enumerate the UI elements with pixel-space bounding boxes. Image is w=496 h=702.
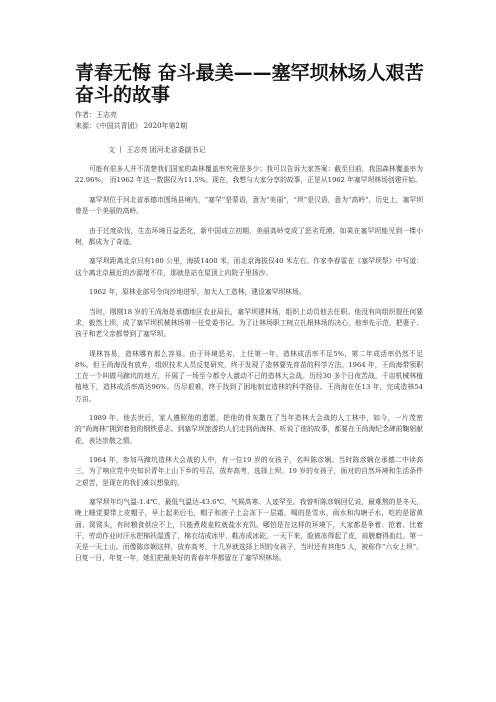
article-source: 来源：《中国共青团》 2020年第2期 [75, 122, 187, 130]
body-paragraph: 当时，刚刚18 岁的王尚海是承德地区农业局长，塞罕坝建林场，组织上动员他去任职。他没有向组织提任何要求，毅然上坝，成了塞罕坝机械林场第一任党委书记。为了让林场职工树立扎根林场的决心，他率先示范，把妻子、孩子和老父亲都带到了塞罕坝。 [75, 307, 423, 339]
article-byline: 文 丨 王志亮 团河北省委副书记 [108, 146, 206, 154]
body-paragraph: 1964 年，参加马蹄坑造林大会战的人中，有一位19 岁的女孩子，名叫陈彦娴。当时陈彦娴在承德二中读高三，为了响应党中央知识青年上山下乡的号召，放弃高考，选择上坝。19 岁的女孩子，面对的自然环境和生活条件之艰苦，是现在的我们难以想象的。 [75, 456, 423, 487]
body-paragraph: 现林容易，造林哪有那么容易。由于环境恶劣，上任第一年，造林成活率不足5%，第二年成活率仍然不足8%。但王尚海没有放弃，组织技术人员反复研究，终于发现了造林要先育苗的科学方法。1964 年，王尚海带领职工在一个叫做马蹄坑的地方，开展了一场至今都令人激动不已的造林大会战。历经30 多个日夜苦战，千亩机械林植植地下，造林成活率高达96%。历尽艰难，终于找到了困地制宜造林的科学路径。王尚海在任13 年，完成造林54 万亩。 [75, 349, 423, 403]
body-paragraph: 1989 年，他去世后，家人遵照他的遗愿，把他的骨灰撒在了当年造林大会战的人工林中，如今，一片茂密的“尚海林”拥到着他的钢铁意志。到塞罕坝旅游的人们走到尚海林，听说了他的故事，都要在王尚海纪念碑前鞠躬献花，表达崇敬之情。 [75, 414, 423, 445]
article-author: 作者：王志亮 [75, 111, 117, 119]
body-paragraph: 塞罕坝年均气温-1.4℃，最低气温达-43.6℃，气候高寒、人迹罕至。我曾听陈彦娴回忆说，最难熬的是冬天，晚上睡觉要带上皮帽子，早上起来后毛，帽子和被子上会冻下一层霜，喝的是雪水、雨水和沟塘子水，吃的是留黄面、窝窝头，有时粮食供应不上，只能煮莜麦粒就盐水充饥。哪怕是在这样的环境下，大家都是争着、抢着、比着干，劳动作业时汗水把棉袄湿透了，棉衣结成冰甲，鞋冻成冰砣，一天下来，脸被冻得起了皮，肩膀磨得血红。第一天是一天上山。而像陈彦娴这样，放弃高考，十几岁就选择上坝的女孩子，当时还有其他5 人，被称作“六女上坝”。日复一日，年复一年，她们把最美好的青春年华都留在了塞罕坝林场。 [75, 498, 423, 563]
body-paragraph: 塞罕坝距离北京只有180 公里，海拔1400 米，而北京海拔仅40 米左右。作家李春雷在《塞罕坝祭》中写道：这个离北京最近的沙源堵不住，那就是站在屋顶上向院子里扬沙。 [75, 257, 423, 277]
body-paragraph: 塞罕坝位于河北省承德市围场县境内，“塞罕”是蒙语，意为“美丽”，“坝”是汉语，意为“高岭”，历史上，塞罕坝曾是一个美丽的高岭。 [75, 195, 423, 215]
article-title: 青春无悔 奋斗最美——塞罕坝林场人艰苦奋斗的故事 [75, 62, 424, 106]
article-body [75, 164, 423, 573]
body-paragraph: 可能有很多人并不清楚我们国家的森林覆盖率究竟是多少；我可以告诉大家答案：截至目前，我国森林覆盖率为22.96%， 而1962 年这一数据仅为11.5%。现在，我想与大家分享的故事，正是从1962 年塞罕坝林场创建开始。 [75, 165, 423, 185]
body-paragraph: 1962 年，原林业部号令向沙地进军，加大人工造林，建设塞罕坝林场。 [89, 288, 306, 297]
body-paragraph: 由于过度砍伐，生态环境日益恶化，新中国成立初期，美丽高岭变成了恶劣荒漠，如果在塞罕坝能见到一棵小树，都成为了奇迹。 [75, 226, 423, 246]
